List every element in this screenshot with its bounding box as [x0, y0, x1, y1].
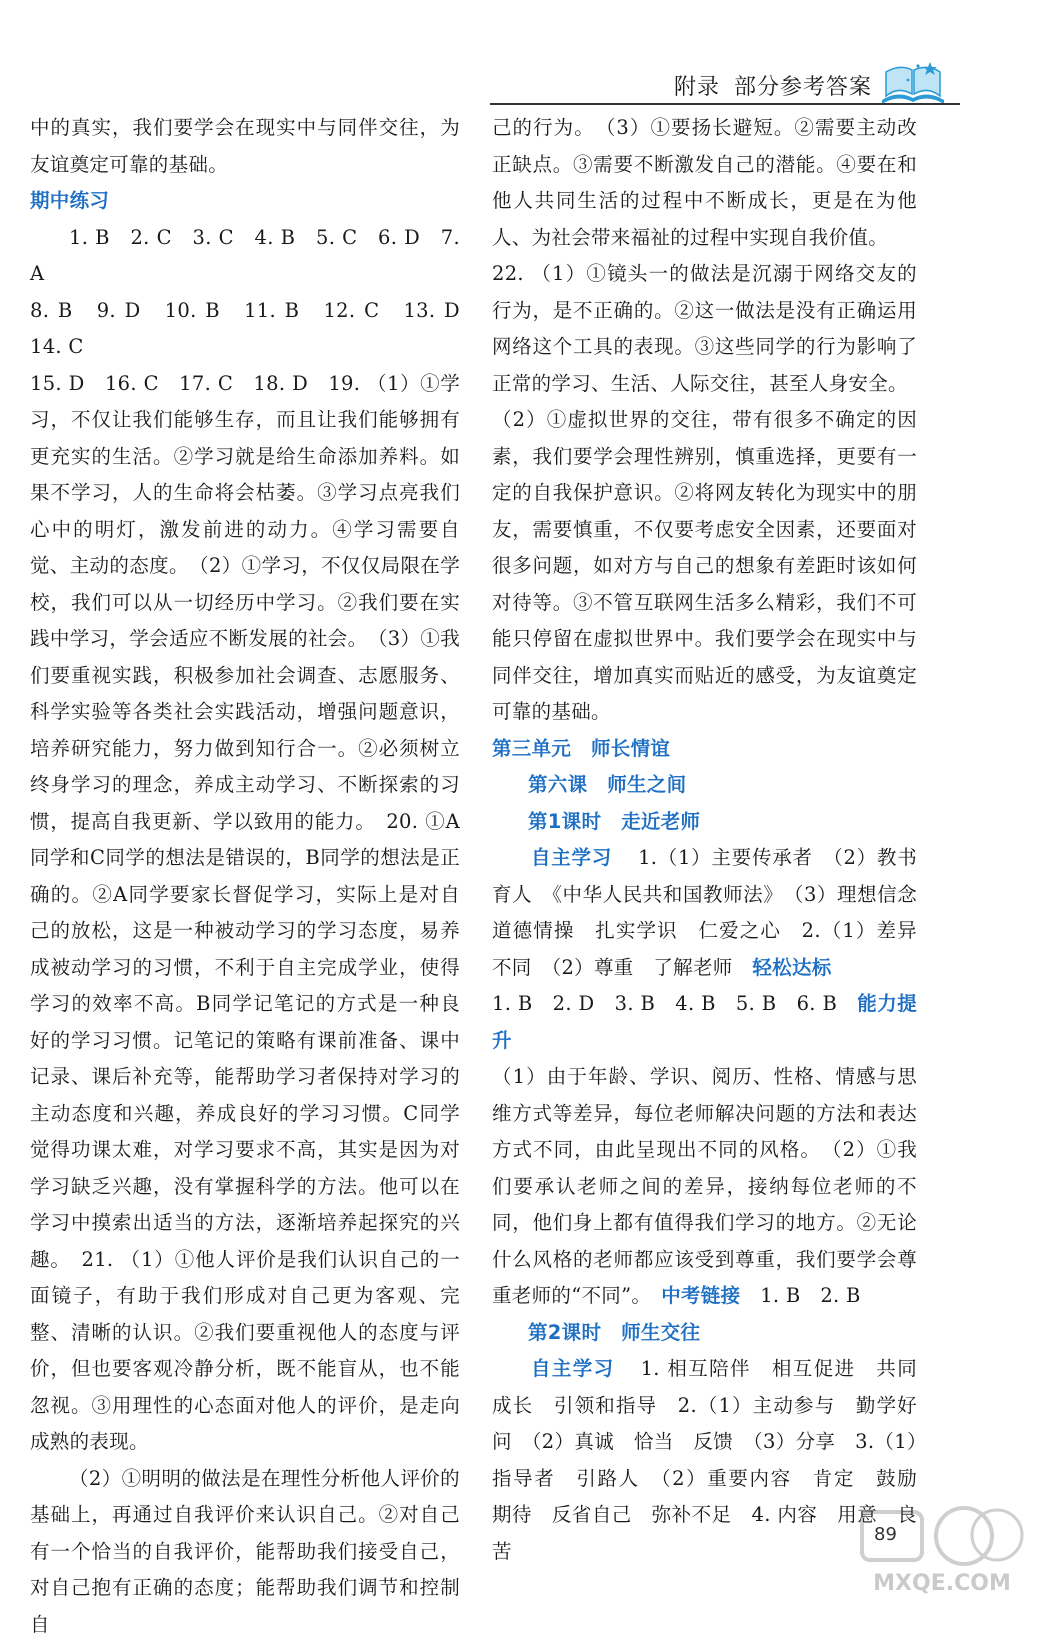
self-study-answers: 1.（1）主要传承者 （2）教书育人 《中华人民共和国教师法》 （3）理想信念 道德情操 扎实学识 仁爱之心 2.（1）差异 不同 （2）尊重 了解老师 — [492, 846, 937, 979]
right-column — [492, 110, 917, 1570]
period-2-title: 第2课时 师生交往 — [492, 1315, 917, 1352]
watermark-logo — [852, 1500, 1032, 1596]
easy-answers: 1. B 2. D 3. B 4. B 5. B 6. B — [492, 992, 857, 1015]
ability-answers: （1）由于年龄、学识、阅历、性格、情感与思维方式等差异，每位老师解决问题的方法和表达方式不同，由此呈现出不同的风格。 （2）①我们要承认老师之间的差异，接纳每位老师的不同，他们身上都有值得我们学习的地方。②无论什么风格的老师都应该受到尊重，我们要学会尊重老师的“不同”。 — [492, 1065, 917, 1307]
answer-21-part2: （2）①明明的做法是在理性分析他人评价的基础上，再通过自我评价来认识自己。②对自己有一个恰当的自我评价，能帮助我们接受自己，对自己抱有正确的态度；能帮助我们调节和控制自 — [30, 1461, 460, 1643]
book-icon — [878, 60, 948, 106]
right-paragraph-1: 己的行为。 （3）①要扬长避短。②需要主动改正缺点。③需要不断激发自己的潜能。④要在和他人共同生活的过程中不断成长，更是在为他人、为社会带来福祉的过程中实现自我价值。 — [492, 110, 917, 256]
unit-title: 第三单元 师长情谊 — [492, 731, 917, 768]
self-study-tag: 自主学习 — [531, 846, 612, 869]
left-paragraph-1: 中的真实，我们要学会在现实中与同伴交往，为友谊奠定可靠的基础。 — [30, 110, 460, 183]
svg-text:MXQE.COM: MXQE.COM — [873, 1571, 1011, 1596]
answer-22: 22. （1）①镜头一的做法是沉溺于网络交友的行为，是不正确的。②这一做法是没有正确运用网络这个工具的表现。③这些同学的行为影响了正常的学习、生活、人际交往，甚至人身安全。 — [492, 256, 917, 402]
header-text — [674, 70, 872, 101]
midterm-title: 期中练习 — [30, 183, 460, 220]
header-section: 附录 — [674, 75, 720, 100]
mc-answers-line-1: 1. B 2. C 3. C 4. B 5. C 6. D 7. A — [30, 220, 460, 293]
self-study-tag-2: 自主学习 — [531, 1357, 615, 1380]
page-number: 89 — [874, 1524, 897, 1545]
lesson-title: 第六课 师生之间 — [492, 767, 917, 804]
exam-answers: 1. B 2. B — [760, 1284, 860, 1307]
header-rule — [490, 103, 960, 105]
page-header — [0, 60, 1040, 104]
answer-22-part2: （2）①虚拟世界的交往，带有很多不确定的因素，我们要学会理性辨别，慎重选择，更要有一定的自我保护意识。②将网友转化为现实中的朋友，需要慎重，不仅要考虑安全因素，还要面对很多问题，如对方与自己的想象有差距时该如何对待等。③不管互联网生活多么精彩，我们不可能只停留在虚拟世界中。我们要学会在现实中与同伴交往，增加真实而贴近的感受，为友谊奠定可靠的基础。 — [492, 402, 917, 731]
left-column — [30, 110, 460, 1643]
self-study-answers-2: 1. 相互陪伴 相互促进 共同成长 引领和指导 2.（1）主动参与 勤学好问 （2）真诚 恰当 反馈 （3）分享 3.（1）指导者 引路人 （2）重要内容 肯定 鼓励 期待 反省自己 弥补不足 4. 内容 用意 良苦 — [492, 1357, 937, 1563]
exam-tag: 中考链接 — [661, 1284, 740, 1307]
period-1-title: 第1课时 走近老师 — [492, 804, 917, 841]
answer-19-21: 15. D 16. C 17. C 18. D 19. （1）①学习，不仅让我们能够生存，而且让我们能够拥有更充实的生活。②学习就是给生命添加养料。如果不学习，人的生命将会枯萎。③学习点亮我们心中的明灯，激发前进的动力。④学习需要自觉、主动的态度。 （2）①学习，不仅仅局限在学校，我们可以从一切经历中学习。②我们要在实践中学习，学会适应不断发展的社会。 （3）①我们要重视实践，积极参加社会调查、志愿服务、科学实验等各类社会实践活动，增强问题意识，培养研究能力，努力做到知行合一。②必须树立终身学习的理念，养成主动学习、不断探索的习惯，提高自我更新、学以致用的能力。 20. ①A同学和C同学的想法是错误的，B同学的想法是正确的。②A同学要家长督促学习，实际上是对自己的放松，这是一种被动学习的学习态度，易养成被动学习的习惯，不利于自主完成学业，使得学习的效率不高。B同学记笔记的方式是一种良好的学习习惯。记笔记的策略有课前准备、课中记录、课后补充等，能帮助学习者保持对学习的主动态度和兴趣，养成良好的学习习惯。C同学觉得功课太难，对学习要求不高，其实是因为对学习缺乏兴趣，没有掌握科学的方法。他可以在学习中摸索出适当的方法，逐渐培养起探究的兴趣。 21. （1）①他人评价是我们认识自己的一面镜子，有助于我们形成对自己更为客观、完整、清晰的认识。②我们要重视他人的态度与评价，但也要客观冷静分析，既不能盲从，也不能忽视。③用理性的心态面对他人的评价，是走向成熟的表现。 — [30, 366, 460, 1461]
mc-answers-line-2: 8. B 9. D 10. B 11. B 12. C 13. D 14. C — [30, 293, 460, 366]
header-title: 部分参考答案 — [734, 75, 872, 100]
easy-tag: 轻松达标 — [752, 956, 831, 979]
period-1-answers — [492, 840, 917, 1315]
ability-tag: 能力提升 — [492, 992, 917, 1052]
